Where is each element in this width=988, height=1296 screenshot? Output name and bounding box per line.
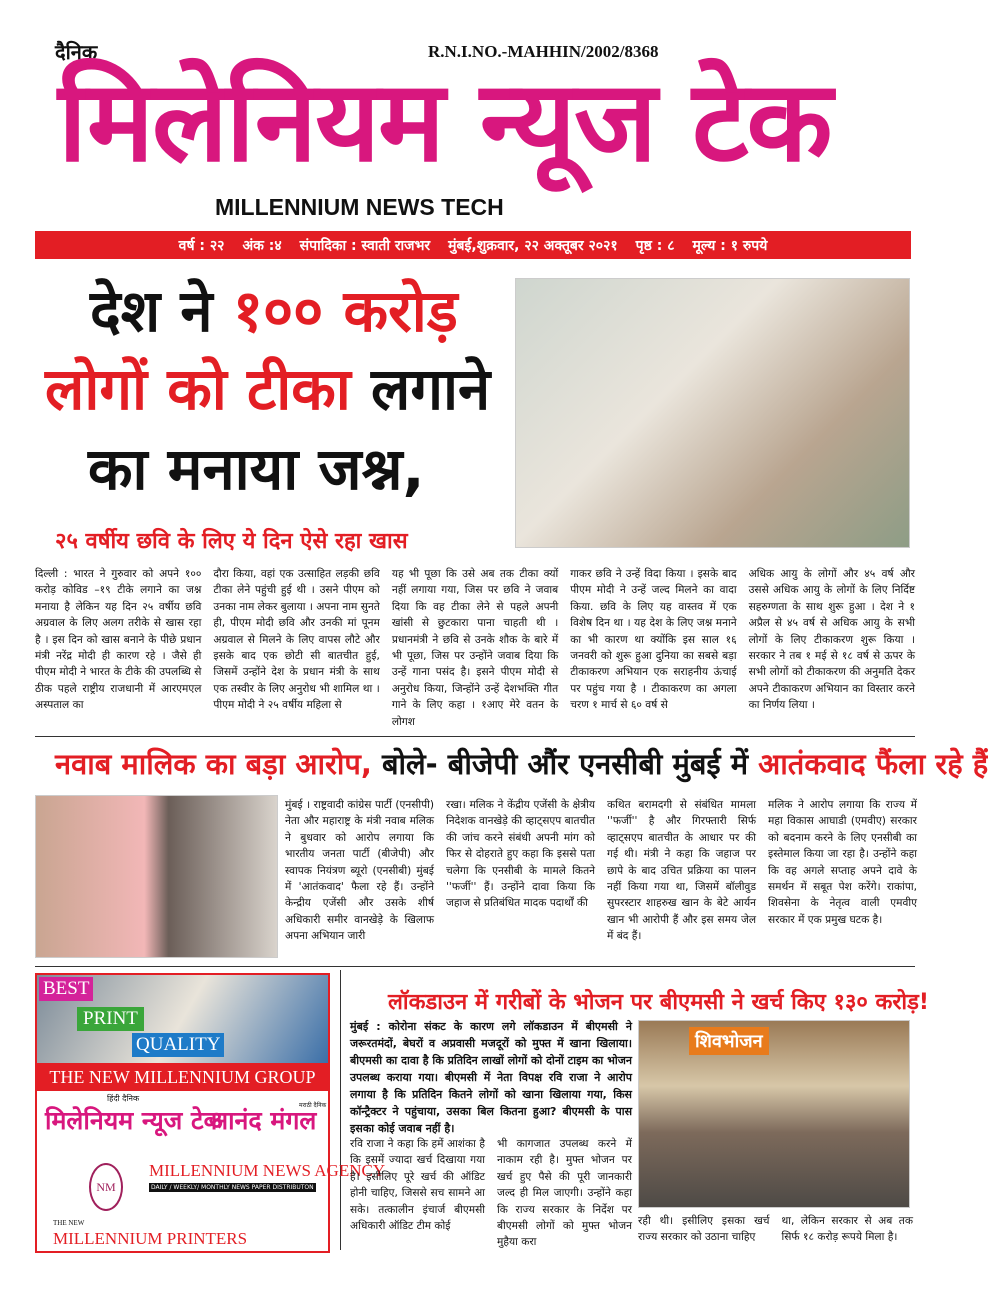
issue: अंक :४ — [242, 237, 282, 254]
story3-headline: लॉकडाउन में गरीबों के भोजन पर बीएमसी ने खर्च किए १३० करोड़! — [388, 990, 929, 1015]
headline-text-red: आतंकवाद फैंला रहे हैं — [758, 747, 988, 781]
ad-agency: MILLENNIUM NEWS AGENCY — [149, 1161, 386, 1180]
ad-quality: QUALITY — [132, 1033, 224, 1057]
headline-text: बोले- बीजेपी औंर एनसीबी मुंबई में — [371, 747, 759, 781]
ad-hindi-daily: हिंदी दैनिक — [107, 1094, 140, 1103]
ad-printers-pre: THE NEW — [53, 1219, 85, 1227]
column: गाकर छवि ने उन्हें विदा किया । इसके बाद पीएम मोदी ने उन्हें जल्द मिलने का वादा किया. छवि के लिए यह वास्तव में एक विशेष दिन था । यह देश के लिए जश्न मनाने का भी कारण था क्योंकि इस साल १६ जनवरी को शुरू हुआ दुनिया का सबसे बड़ा टीकाकरण अभियान एक सराहनीय ऊंचाई पर पहुंच गया है । टीकाकरण का अगला चरण १ मार्च से ६० वर्ष से — [570, 568, 737, 712]
column: रही थी। इसीलिए इसका खर्च राज्य सरकार को उठाना चाहिए — [638, 1215, 770, 1244]
masthead-title: मिलेनियम न्यूज टेक — [58, 57, 831, 187]
headline-line-1 — [90, 277, 458, 345]
rni-number: R.N.I.NO.-MAHHIN/2002/8368 — [428, 42, 659, 61]
ad-paper2: आनंद मंगल — [209, 1106, 317, 1135]
ad-agency-tag: DAILY / WEEKLY/ MONTHLY NEWS PAPER DISTRIBUTON — [151, 1184, 314, 1191]
advertisement — [35, 973, 386, 1253]
headline-text: देश ने — [90, 277, 233, 345]
column: मुंबई । राष्ट्रवादी कांग्रेस पार्टी (एनसीपी) नेता और महाराष्ट्र के मंत्री नवाब मलिक ने बुधवार को आरोप लगाया कि भारतीय जनता पार्टी (बीजेपी) और स्वापक नियंत्रण ब्यूरो (एनसीबी) मुंबई में 'आतंकवाद' फैला रहे हैं। उन्होंने केन्द्रीय एजेंसी और उसके शीर्ष अधिकारी समीर वानखेड़े के खिलाफ अपना अभियान जारी — [285, 799, 434, 943]
pages: पृष्ठ : ८ — [635, 237, 675, 254]
subheadline: २५ वर्षीय छवि के लिए ये दिन ऐसे रहा खास — [55, 529, 408, 554]
story3-body — [350, 1136, 632, 1251]
food-distribution-photo — [638, 1020, 910, 1208]
ad-paper1: मिलेनियम न्यूज टेक — [45, 1106, 223, 1135]
ad-best: BEST — [39, 977, 93, 1001]
photo-sign: शिवभोजन — [689, 1027, 769, 1055]
story3-body-continued — [638, 1213, 913, 1253]
info-bar — [35, 231, 911, 259]
ad-logo: NM — [89, 1163, 123, 1211]
story1-body — [35, 566, 915, 731]
column: मलिक ने आरोप लगाया कि राज्य में महा विकास आघाडी (एमवीए) सरकार को बदनाम करने के लिए एनसीबी का इस्तेमाल किया जा रहा है। उन्होंने कहा कि वह अगले सप्ताह अपने दावे के समर्थन में सबूत पेश करेंगे। राकांपा, शिवसेना के नेतृत्व वाली एमवीए सरकार में एक प्रमुख घटक है। — [768, 799, 917, 926]
price: मूल्य : १ रुपये — [692, 237, 768, 254]
headline-line-2 — [45, 355, 491, 423]
politicians-photo — [35, 795, 278, 958]
masthead-dainik: दैनिक — [55, 40, 98, 64]
column: भी कागजात उपलब्ध करने में नाकाम रही है। मुफ्त भोजन पर खर्च हुए पैसे की पूरी जानकारी जल्द ही मिल जाएगी। उन्होंने कहा कि राज्य सरकार के निर्देश पर बीएमसी लोगों को मुफ्त भोजन मुहैया करा — [497, 1138, 632, 1249]
vaccination-photo — [515, 278, 910, 548]
ad-printers: MILLENNIUM PRINTERS — [53, 1229, 248, 1248]
headline-text: लगाने — [350, 355, 491, 423]
headline-text-red: लोगों को टीका — [45, 355, 351, 423]
masthead-title-english: MILLENNIUM NEWS TECH — [215, 194, 504, 220]
story3-intro: मुंबई : कोरोना संकट के कारण लगे लॉकडाउन में बीएमसी ने जरूरतमंदों, बेघरों व अप्रवासी मजदूरों को मुफ्त में खाना खिलाया। बीएमसी का दावा है कि प्रतिदिन लाखों लोगों को दोनों टाइम का भोजन उपलब्ध कराया गया। बीएमसी में नेता विपक्ष रवि राजा ने आरोप लगाया है कि प्रतिदिन कितने लोगों को खाना खिलाया गया, किस कॉन्ट्रैक्टर ने पहुंचाया, उसका बिल कितना हुआ? बीएमसी के पास इसका कोई जवाब नहीं है। — [350, 1020, 632, 1135]
story2-body — [285, 797, 917, 962]
ad-group: THE NEW MILLENNIUM GROUP — [37, 1063, 328, 1091]
column: अधिक आयु के लोगों और ४५ वर्ष और उससे अधिक आयु के लोगों के लिए निर्दिष्ट सहरुग्णता के साथ शुरू हुआ । देश ने १ अप्रैल से ४५ वर्ष से अधिक आयु के सभी लोगों के लिए टीकाकरण शुरू किया । सरकार ने तब १ मई से १८ वर्ष से ऊपर के सभी लोगों को टीकाकरण की अनुमति देकर अपने टीकाकरण अभियान का विस्तार करने का निर्णय लिया । — [748, 568, 916, 712]
column: था, लेकिन सरकार से अब तक सिर्फ १८ करोड़ रूपये मिला है। — [781, 1215, 913, 1244]
story2-headline — [55, 747, 988, 781]
headline-text-red: १०० करोड़ — [232, 277, 458, 345]
column: यह भी पूछा कि उसे अब तक टीका क्यों नहीं लगाया गया, जिस पर छवि ने जवाब दिया कि वह टीका लेने से पहले अपनी खांसी से छुटकारा पाना चाहती थी । प्रधानमंत्री ने छवि से उनके शौक के बारे में भी पूछा, जिस पर उन्होंने जवाब दिया कि उन्हें गाना पसंद है। इसने पीएम मोदी से अनुरोध किया, जिन्होंने उन्हें देशभक्ति गीत गाने के लिए कहा । १आए मेरे वतन के लोगश — [391, 568, 559, 728]
column: रखा। मलिक ने केंद्रीय एजेंसी के क्षेत्रीय निदेशक वानखेड़े की व्हाट्सएप बातचीत की जांच करने संबंधी अपनी मांग को फिर से दोहराते हुए कहा कि इससे पता चलेगा कि एनसीबी के मामले कितने ''फर्जी'' हैं। उन्होंने दावा किया कि जहाज से प्रतिबंधित मादक पदार्थों की — [446, 799, 595, 910]
editor: संपादिका : स्वाती राजभर — [299, 237, 431, 254]
ad-marathi-daily: मराठी दैनिक — [299, 1102, 327, 1109]
column: रवि राजा ने कहा कि हमें आशंका है कि इसमें ज्यादा खर्च दिखाया गया है। इसीलिए पूरे खर्च की ऑडिट होनी चाहिए, जिससे सच सामने आ सके। तत्कालीन इंचार्ज बीएमसी अधिकारी ऑडिट टीम कोई — [350, 1138, 485, 1233]
year: वर्ष : २२ — [178, 237, 225, 254]
divider — [35, 966, 915, 967]
column: दिल्ली : भारत ने गुरुवार को अपने १०० करोड़ कोविड –१९ टीके लगाने का जश्न मनाया है लेकिन यह दिन २५ वर्षीय छवि अग्रवाल के लिए अलग तरीके से खास रहा है । इस दिन को खास बनाने के पीछे प्रधान मंत्री नरेंद्र मोदी ही कारण रहे । जैसे ही पीएम मोदी ने भारत के टीके की उपलब्धि से ठीक पहले राष्ट्रीय राजधानी में आरएमएल अस्पताल का — [35, 568, 202, 712]
column: दौरा किया, वहां एक उत्साहित लड़की छवि टीका लेने पहुंची हुई थी । उसने पीएम को उनका नाम लेकर बुलाया । अपना नाम सुनते ही, पीएम मोदी छवि और उनकी मां पूनम अग्रवाल से मिलने के लिए वापस लौटे और इसके बाद एक छोटी सी बातचीत हुई, जिसमें उन्होंने देश के प्रधान मंत्री के साथ एक तस्वीर के लिए अनुरोध भी शामिल था । पीएम मोदी ने २५ वर्षीय महिला से — [213, 568, 380, 712]
ad-print: PRINT — [77, 1007, 144, 1031]
headline-line-3: का मनाया जश्न, — [88, 435, 425, 503]
place-date: मुंबई,शुक्रवार, २२ अक्तूबर २०२१ — [448, 237, 618, 254]
divider — [35, 736, 915, 737]
vertical-divider — [340, 970, 341, 1250]
headline-text-red: नवाब मालिक का बड़ा आरोप, — [55, 747, 372, 781]
column: कथित बरामदगी से संबंधित मामला ''फर्जी'' है और गिरफ्तारी सिर्फ व्हाट्सएप बातचीत के आधार पर की गई थी। मंत्री ने कहा कि जहाज पर छापे के बाद उचित प्रक्रिया का पालन नहीं किया गया था, जिसमें बॉलीवुड सुपरस्टार शाहरुख खान के बेटे आर्यन खान भी आरोपी हैं और इस समय जेल में बंद हैं। — [607, 799, 756, 943]
